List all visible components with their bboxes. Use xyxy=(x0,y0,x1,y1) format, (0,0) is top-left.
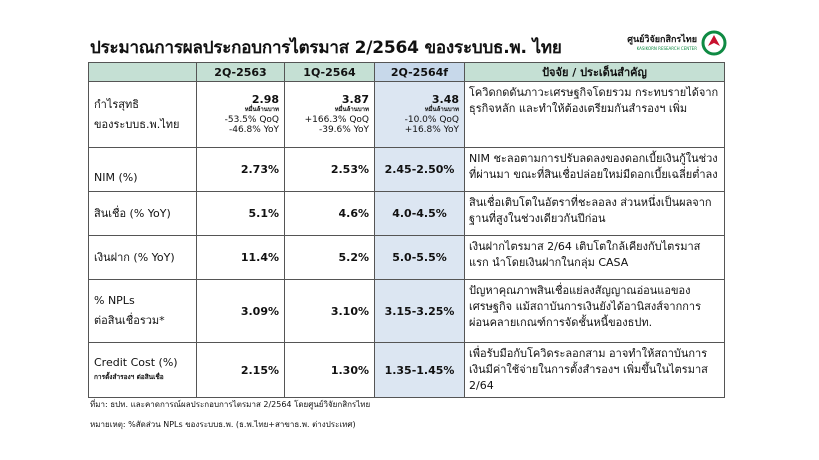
profit-yoy: -46.8% YoY xyxy=(228,124,279,135)
profit-cell-1q2564 xyxy=(285,82,375,148)
row-label xyxy=(89,280,197,343)
row-label-line1: % NPLs xyxy=(94,294,135,307)
table-row-nim xyxy=(89,148,725,192)
table-row-credit-cost xyxy=(89,343,725,398)
value-2q2564f: 1.35-1.45% xyxy=(375,343,465,398)
row-label-line2: ต่อสินเชื่อรวม* xyxy=(94,314,165,327)
value-1q2564: 2.53% xyxy=(285,148,375,192)
row-label-line2: ของระบบธ.พ.ไทย xyxy=(94,117,180,131)
profit-note: โควิดกดดันภาวะเศรษฐกิจโดยรวม กระทบรายได้จากธุรกิจหลัก และทำให้ต้องเตรียมกันสำรองฯ เพิ่ม xyxy=(465,82,725,148)
profit-cell-2q2563 xyxy=(197,82,285,148)
logo xyxy=(627,30,727,60)
table-row-npls xyxy=(89,280,725,343)
header-2q2563: 2Q-2563 xyxy=(197,63,285,82)
profit-unit: หมื่นล้านบาท xyxy=(244,105,279,113)
row-label: เงินฝาก (% YoY) xyxy=(89,236,197,280)
kbank-logo-icon xyxy=(701,30,727,56)
value-2q2563: 2.15% xyxy=(197,343,285,398)
value-2q2563: 5.1% xyxy=(197,192,285,236)
value-2q2564f: 2.45-2.50% xyxy=(375,148,465,192)
profit-unit: หมื่นล้านบาท xyxy=(424,105,459,113)
row-note: สินเชื่อเติบโตในอัตราที่ชะลอลง ส่วนหนึ่งเป็นผลจากฐานที่สูงในช่วงเดียวกันปีก่อน xyxy=(465,192,725,236)
profit-unit: หมื่นล้านบาท xyxy=(334,105,369,113)
value-1q2564: 1.30% xyxy=(285,343,375,398)
profit-cell-2q2564f xyxy=(375,82,465,148)
logo-name: ศูนย์วิจัยกสิกรไทย xyxy=(627,35,697,45)
table-row-deposits xyxy=(89,236,725,280)
row-label xyxy=(89,82,197,148)
profit-value: 3.87 xyxy=(341,92,369,106)
value-2q2563: 11.4% xyxy=(197,236,285,280)
row-note: เงินฝากไตรมาส 2/64 เติบโตใกล้เคียงกับไตรมาสแรก นำโดยเงินฝากในกลุ่ม CASA xyxy=(465,236,725,280)
table-header-row xyxy=(89,63,725,82)
page-title: ประมาณการผลประกอบการไตรมาส 2/2564 ของระบบธ.พ. ไทย xyxy=(90,38,562,58)
row-note: เพื่อรับมือกับโควิดระลอกสาม อาจทำให้สถาบันการเงินมีค่าใช้จ่ายในการตั้งสำรองฯ เพิ่มขึ้นในไตรมาส 2/64 xyxy=(465,343,725,398)
header-1q2564: 1Q-2564 xyxy=(285,63,375,82)
profit-qoq: -53.5% QoQ xyxy=(224,114,279,125)
row-label-line1: Credit Cost (%) xyxy=(94,356,178,369)
table-row-profit xyxy=(89,82,725,148)
profit-value: 2.98 xyxy=(251,92,279,106)
value-1q2564: 3.10% xyxy=(285,280,375,343)
header-2q2564f: 2Q-2564f xyxy=(375,63,465,82)
row-label-line1: กำไรสุทธิ xyxy=(94,97,139,111)
row-label xyxy=(89,343,197,398)
row-label-line2: การตั้งสำรองฯ ต่อสินเชื่อ xyxy=(94,373,164,381)
header-factors: ปัจจัย / ประเด็นสำคัญ xyxy=(465,63,725,82)
header-blank xyxy=(89,63,197,82)
table-row-loans xyxy=(89,192,725,236)
value-2q2564f: 4.0-4.5% xyxy=(375,192,465,236)
value-2q2563: 3.09% xyxy=(197,280,285,343)
forecast-table xyxy=(88,62,725,398)
row-label: สินเชื่อ (% YoY) xyxy=(89,192,197,236)
value-2q2564f: 3.15-3.25% xyxy=(375,280,465,343)
value-2q2563: 2.73% xyxy=(197,148,285,192)
remark-note: หมายเหตุ: %สัดส่วน NPLs ของระบบธ.พ. (ธ.พ.ไทย+สาขาธ.พ. ต่างประเทศ) xyxy=(90,420,356,429)
row-note: ปัญหาคุณภาพสินเชื่อแย่ลงสัญญาณอ่อนแอของเศรษฐกิจ แม้สถาบันการเงินยังได้อานิสงส์จากการผ่อนคลายเกณฑ์การจัดชั้นหนี้ของธปท. xyxy=(465,280,725,343)
profit-yoy: +16.8% YoY xyxy=(404,124,459,135)
value-1q2564: 4.6% xyxy=(285,192,375,236)
row-label: NIM (%) xyxy=(89,148,197,192)
value-2q2564f: 5.0-5.5% xyxy=(375,236,465,280)
logo-subtitle: KASIKORN RESEARCH CENTER xyxy=(636,46,697,51)
profit-qoq: -10.0% QoQ xyxy=(404,114,459,125)
profit-qoq: +166.3% QoQ xyxy=(304,114,369,125)
value-1q2564: 5.2% xyxy=(285,236,375,280)
source-note: ที่มา: ธปท. และคาดการณ์ผลประกอบการไตรมาส 2/2564 โดยศูนย์วิจัยกสิกรไทย xyxy=(90,400,371,409)
row-note: NIM ชะลอตามการปรับลดลงของดอกเบี้ยเงินกู้ในช่วงที่ผ่านมา ขณะที่สินเชื่อปล่อยใหม่มีดอกเบี้ยเฉลี่ยต่ำลง xyxy=(465,148,725,192)
profit-value: 3.48 xyxy=(431,92,459,106)
profit-yoy: -39.6% YoY xyxy=(318,124,369,135)
